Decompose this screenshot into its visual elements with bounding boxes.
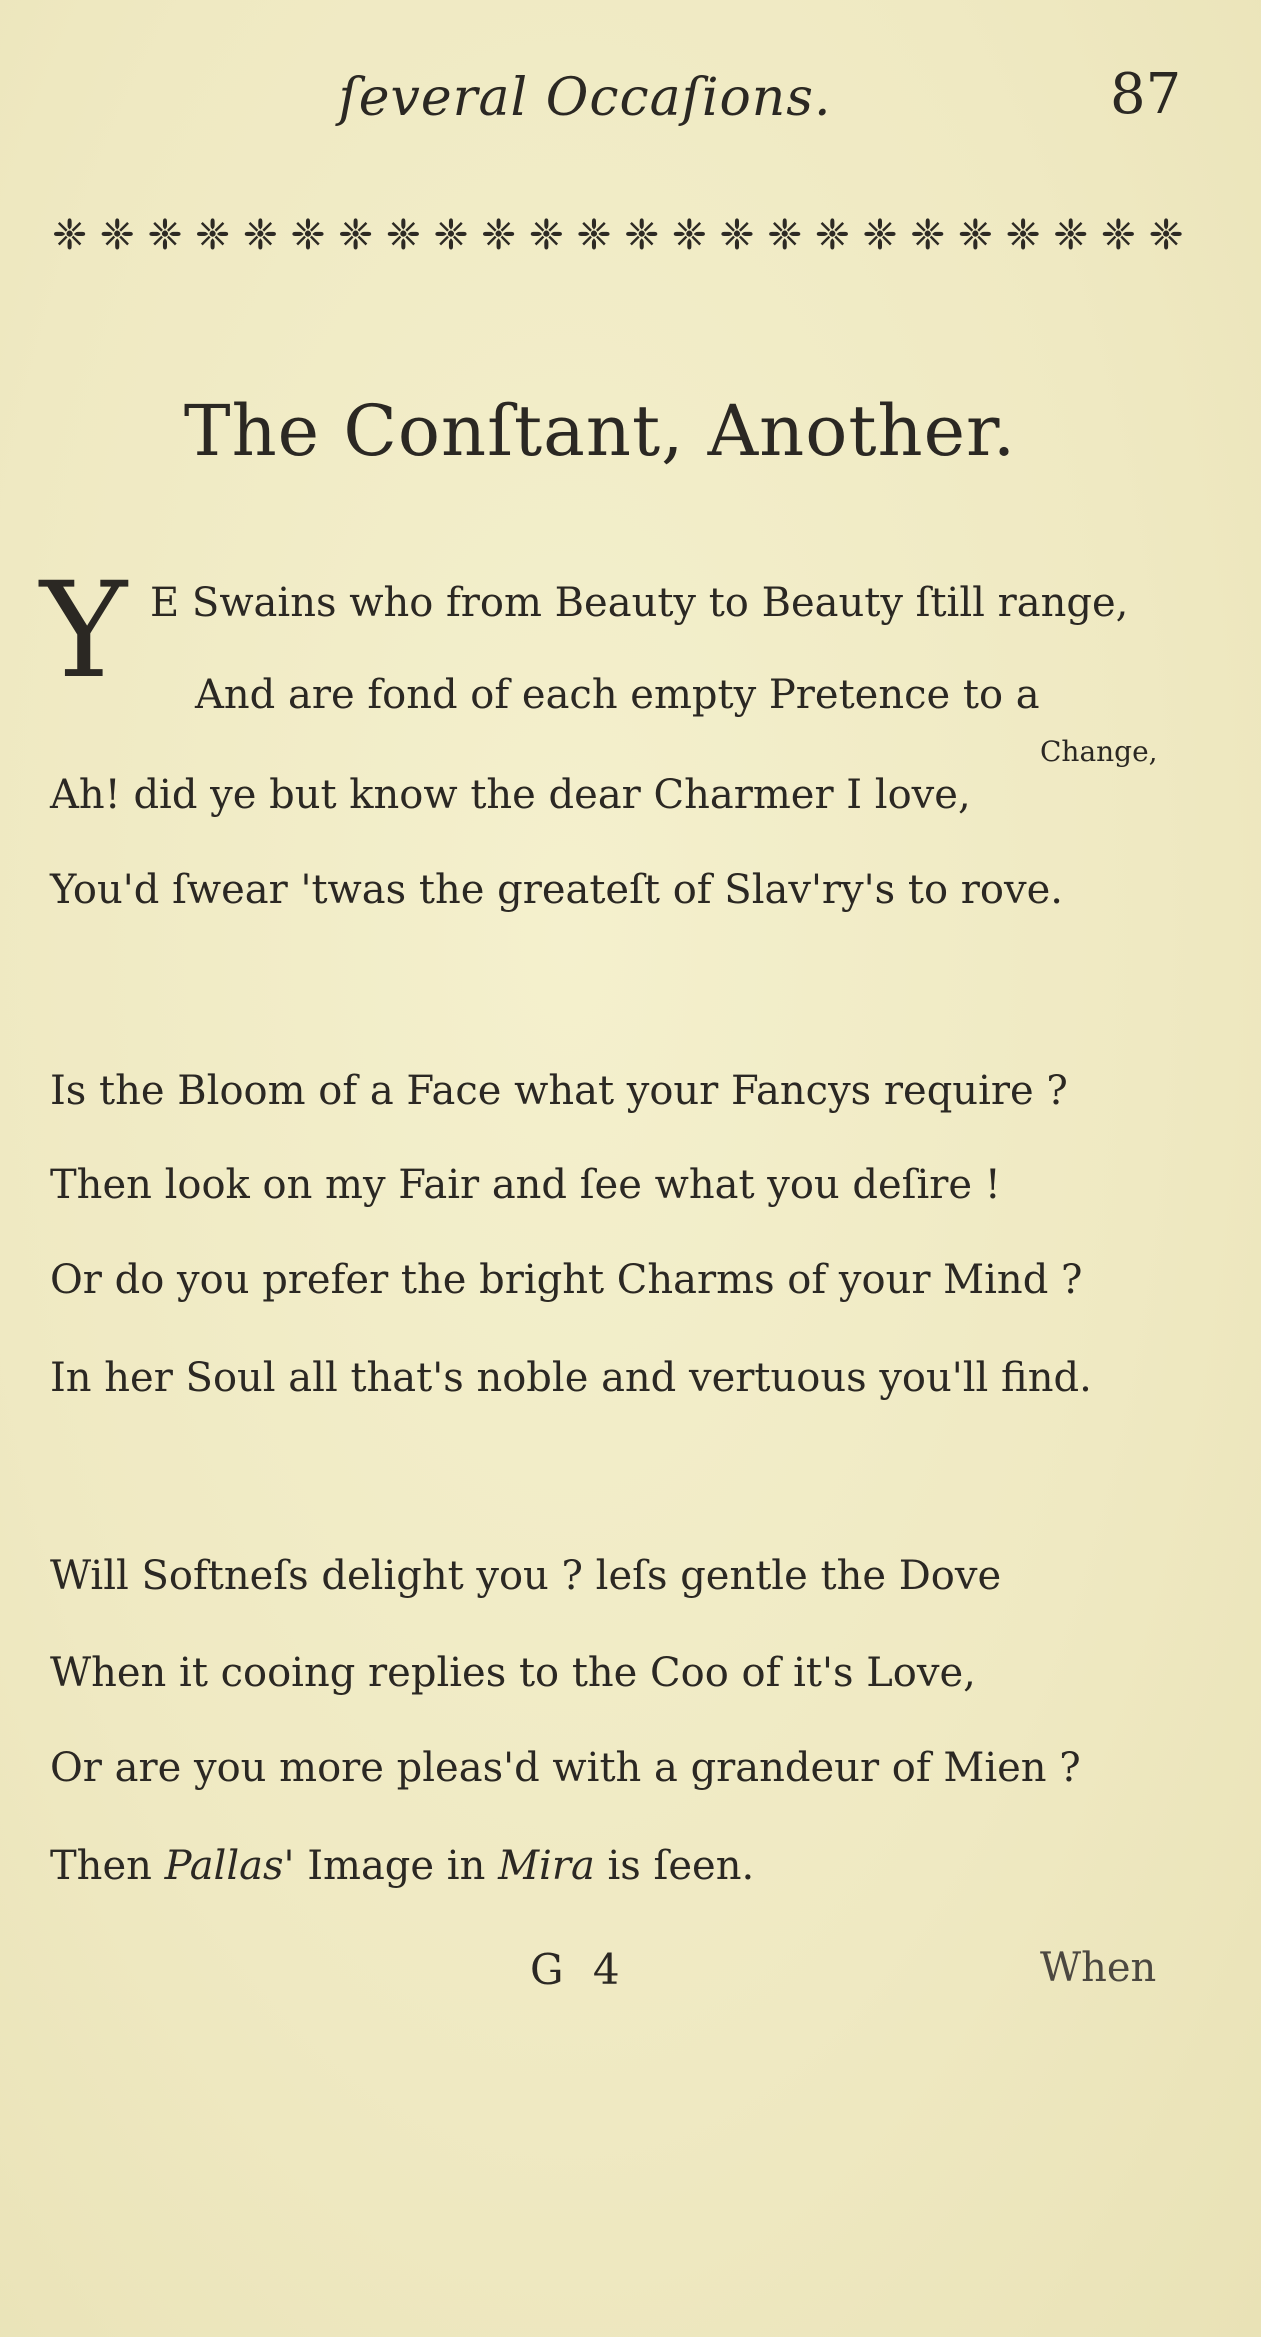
ornament-flower-icon: ❈ [481, 210, 517, 259]
line-text: is ſeen. [594, 1843, 755, 1889]
poem-line: Or do you prefer the bright Charms of your Mind ? [50, 1257, 1083, 1303]
poem-line: You'd ſwear 'twas the greateſt of Slav'ry's to rove. [50, 867, 1063, 913]
proper-name-pallas: Pallas' [164, 1843, 295, 1889]
poem-line: When it cooing replies to the Coo of it's Love, [50, 1650, 976, 1696]
poem-title: The Conſtant, Another. [183, 390, 1017, 472]
page-number: 87 [1110, 62, 1182, 127]
ornament-flower-icon: ❈ [52, 210, 88, 259]
poem-line: And are fond of each empty Pretence to a [195, 672, 1040, 718]
ornament-flower-icon: ❈ [195, 210, 231, 259]
turnover-word: Change, [1040, 735, 1158, 768]
poem-line: Then look on my Fair and ſee what you deſire ! [50, 1162, 1001, 1208]
ornament-flower-icon: ❈ [957, 210, 993, 259]
ornament-flower-icon: ❈ [671, 210, 707, 259]
running-title: ſeveral Occaſions. [338, 68, 832, 128]
ornament-flower-icon: ❈ [242, 210, 278, 259]
poem-line: Is the Bloom of a Face what your Fancys require ? [50, 1068, 1068, 1114]
line-text: Then [50, 1843, 165, 1889]
ornament-flower-icon: ❈ [1053, 210, 1089, 259]
ornament-flower-icon: ❈ [147, 210, 183, 259]
ornament-flower-icon: ❈ [1005, 210, 1041, 259]
poem-line: Or are you more pleas'd with a grandeur of Mien ? [50, 1745, 1081, 1791]
proper-name-mira: Mira [498, 1843, 595, 1889]
ornament-flower-icon: ❈ [767, 210, 803, 259]
ornament-flower-icon: ❈ [814, 210, 850, 259]
ornament-flower-icon: ❈ [719, 210, 755, 259]
ornament-flower-icon: ❈ [624, 210, 660, 259]
ornamental-band [52, 205, 1184, 265]
drop-cap: Y [40, 554, 128, 708]
ornament-flower-icon: ❈ [338, 210, 374, 259]
ornament-flower-icon: ❈ [1100, 210, 1136, 259]
ornament-flower-icon: ❈ [910, 210, 946, 259]
ornament-flower-icon: ❈ [433, 210, 469, 259]
poem-line [50, 1843, 754, 1889]
ornament-flower-icon: ❈ [528, 210, 564, 259]
signature-mark: G 4 [530, 1945, 628, 1994]
ornament-flower-icon: ❈ [862, 210, 898, 259]
line-text: Image in [294, 1843, 499, 1889]
poem-line: In her Soul all that's noble and vertuous you'll find. [50, 1355, 1092, 1401]
poem-line: E Swains who from Beauty to Beauty ſtill range, [150, 580, 1129, 626]
ornament-flower-icon: ❈ [290, 210, 326, 259]
poem-line: Will Softneſs delight you ? leſs gentle the Dove [50, 1553, 1002, 1599]
ornament-flower-icon: ❈ [385, 210, 421, 259]
ornament-flower-icon: ❈ [99, 210, 135, 259]
ornament-flower-icon: ❈ [1148, 210, 1184, 259]
poem-line: Ah! did ye but know the dear Charmer I love, [50, 772, 971, 818]
catchword: When [1040, 1945, 1157, 1991]
ornament-flower-icon: ❈ [576, 210, 612, 259]
